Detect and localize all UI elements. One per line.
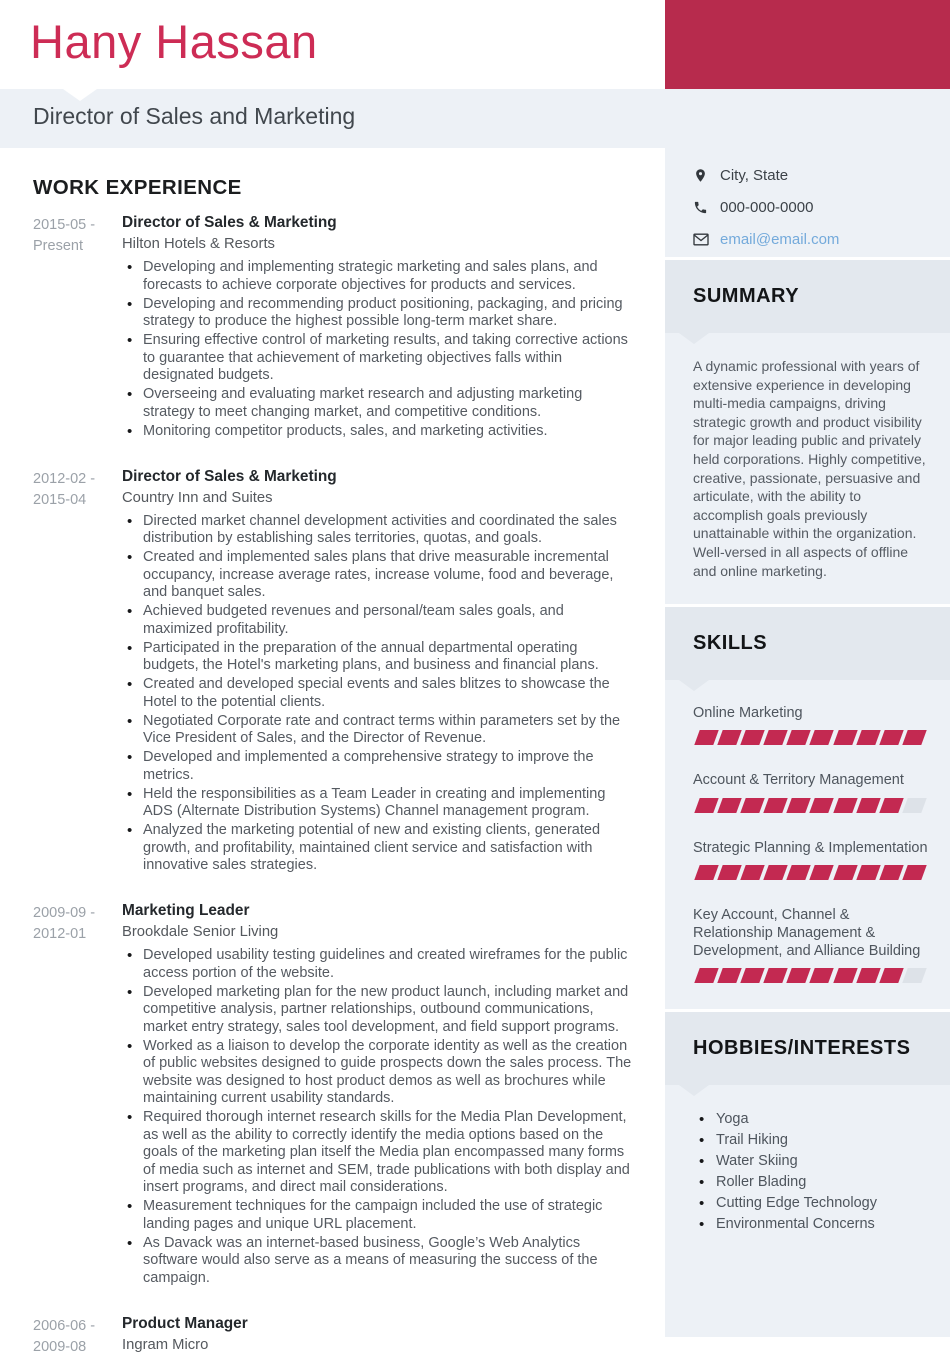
job-date-start: 2009-09 - <box>33 905 96 921</box>
job-bullet: • Analyzed the marketing potential of new and existing clients, generated growth, and profitability, maintained client service and satisfaction with innovative sales strategies. <box>122 822 635 875</box>
skill-item <box>693 839 928 880</box>
person-name: Hany Hassan <box>30 15 318 68</box>
skill-bar-segment <box>902 798 926 813</box>
skill-bar-segment <box>764 865 788 880</box>
job-date-end: 2015-04 <box>33 491 87 508</box>
skill-bar-segment <box>856 968 880 983</box>
job-company: Country Inn and Suites <box>122 489 273 506</box>
header <box>0 0 950 89</box>
job-date-start: 2006-06 - <box>33 1317 96 1334</box>
hobbies-body <box>665 1085 950 1337</box>
skill-bar-segment <box>833 865 857 880</box>
job-bullet: • Created and developed special events and sales blitzes to showcase the Hotel to the potential clients. <box>122 676 635 711</box>
hobby-item: • Cutting Edge Technology <box>693 1193 928 1214</box>
hobby-item: • Environmental Concerns <box>693 1214 928 1235</box>
contact-phone: 000-000-0000 <box>720 198 814 216</box>
skill-bar-segment <box>694 730 718 745</box>
job-entry <box>33 902 635 1289</box>
job-bullet: • Required thorough internet research skills for the Media Plan Development, as well as the ability to correctly identify the media options based on the goals of the marketing plan itself the Media plan encompassed many forms of media such as internet and SEM, trade publications with both display and insert programs, and direct mail considerations. <box>122 1109 635 1197</box>
job-entry <box>33 214 635 442</box>
skill-bar-segment <box>717 865 741 880</box>
job-bullet: • Developed and implemented a comprehensive strategy to improve the metrics. <box>122 749 635 784</box>
skill-label: Account & Territory Management <box>693 772 904 789</box>
job-title: Director of Sales & Marketing <box>122 214 337 231</box>
skill-bar-segment <box>879 865 903 880</box>
job-bullet-list <box>122 513 635 875</box>
skill-bar-segment <box>787 968 811 983</box>
skill-item <box>693 704 928 745</box>
job-bullet-list <box>122 259 635 440</box>
skill-bar-segment <box>810 798 834 813</box>
job-bullet: • Held the responsibilities as a Team Leader in creating and implementing ADS (Alternate Distribution Systems) Channel management program. <box>122 786 635 821</box>
skill-bar-segment <box>902 865 926 880</box>
skill-bar-segment <box>764 730 788 745</box>
skill-bar-segment <box>787 865 811 880</box>
main-column <box>0 148 665 1355</box>
summary-text: A dynamic professional with years of extensive experience in developing multi-media campaigns, driving strategic growth and product visibility for major leading public and privately held corporations. Highly competitive, creative, passionate, persuasive and articulate, with the ability to accomplish goals previously unattainable within the organization. Well-versed in all aspects of offline and online marketing. <box>693 358 926 579</box>
job-bullet: • Participated in the preparation of the annual departmental operating budgets, the Hotel's marketing plans, and business and financial plans. <box>122 640 635 675</box>
skill-bar-segment <box>879 968 903 983</box>
email-envelope-icon <box>693 233 710 246</box>
contact-email-row <box>693 223 950 255</box>
job-bullet: • Achieved budgeted revenues and personal/team sales goals, and maximized profitability. <box>122 603 635 638</box>
skill-bar-segment <box>717 730 741 745</box>
job-bullet-list <box>122 947 635 1287</box>
content-columns <box>0 148 950 1355</box>
job-title: Marketing Leader <box>122 902 250 919</box>
skill-level-bar <box>697 968 928 983</box>
hobby-item: • Water Skiing <box>693 1151 928 1172</box>
contact-location: City, State <box>720 166 789 184</box>
skill-bar-segment <box>694 865 718 880</box>
hobbies-heading: HOBBIES/INTERESTS <box>693 1037 911 1060</box>
skill-bar-segment <box>833 798 857 813</box>
hobbies-header-band <box>665 1012 950 1085</box>
skill-level-bar <box>697 865 928 880</box>
job-bullet: • Developing and implementing strategic marketing and sales plans, and forecasts to achieve corporate objectives for products and services. <box>122 259 635 294</box>
contact-card <box>665 148 950 257</box>
job-bullet: • Monitoring competitor products, sales, and marketing activities. <box>122 423 635 441</box>
job-bullet: • Directed market channel development activities and coordinated the sales distribution by establishing sales territories, quotas, and goals. <box>122 513 635 548</box>
job-entry <box>33 1315 635 1360</box>
job-bullet: • Worked as a liaison to develop the corporate identity as well as the creation of public websites designed to guide prospects down the sales process. The website was designed to host product demos as well as brochures while maintaining current usability standards. <box>122 1038 635 1108</box>
job-body <box>122 1315 635 1360</box>
job-company: Brookdale Senior Living <box>122 924 279 940</box>
hobby-list <box>693 1109 928 1235</box>
skill-bar-segment <box>833 730 857 745</box>
phone-icon <box>693 200 710 215</box>
skill-bar-segment <box>740 865 764 880</box>
skill-label: Key Account, Channel & Relationship Management & Development, and Alliance Building <box>693 906 921 959</box>
job-title: Director of Sales & Marketing <box>122 467 337 485</box>
skill-bar-segment <box>694 798 718 813</box>
header-notch <box>63 89 97 101</box>
job-bullet: • Negotiated Corporate rate and contract terms within parameters set by the Vice President of Sales, and the Director of Revenue. <box>122 713 635 748</box>
job-bullet: • Overseeing and evaluating market research and adjusting marketing strategy to meet changing market, and competitive conditions. <box>122 386 635 421</box>
summary-body <box>665 333 950 604</box>
job-bullet: • Developed usability testing guidelines and created wireframes for the public access portion of the website. <box>122 947 635 982</box>
accent-block <box>665 0 950 89</box>
skill-bar-segment <box>810 968 834 983</box>
job-date-end: Present <box>33 238 83 255</box>
job-date-end: 2012-01 <box>33 926 87 943</box>
skill-bar-segment <box>856 865 880 880</box>
skill-level-bar <box>697 798 928 813</box>
job-date-start: 2015-05 - <box>33 217 96 233</box>
skill-bar-segment <box>879 798 903 813</box>
summary-heading: SUMMARY <box>693 285 800 307</box>
skill-bar-segment <box>764 968 788 983</box>
job-body <box>122 214 635 442</box>
job-body <box>122 902 635 1289</box>
hobby-item: • Yoga <box>693 1109 928 1130</box>
job-dates <box>33 214 122 442</box>
skill-bar-segment <box>856 798 880 813</box>
job-dates <box>33 1315 122 1360</box>
skills-heading: SKILLS <box>693 632 768 655</box>
skill-bar-segment <box>740 730 764 745</box>
contact-location-row <box>693 159 950 191</box>
skills-header-band <box>665 607 950 680</box>
skill-bar-segment <box>902 968 926 983</box>
job-bullet: • Measurement techniques for the campaign included the use of strategic landing pages and unique URL placement. <box>122 1198 635 1233</box>
job-company: Hilton Hotels & Resorts <box>122 236 275 252</box>
job-date-start: 2012-02 - <box>33 470 96 487</box>
skill-bar-segment <box>740 798 764 813</box>
job-bullet: • As Davack was an internet-based business, Google’s Web Analytics software would also serve as a means of measuring the success of the campaign. <box>122 1235 635 1288</box>
skill-bar-segment <box>740 968 764 983</box>
skill-bar-segment <box>787 798 811 813</box>
skill-bar-segment <box>717 968 741 983</box>
skill-label: Strategic Planning & Implementation <box>693 839 928 856</box>
skill-bar-segment <box>810 730 834 745</box>
job-bullet: • Ensuring effective control of marketing results, and taking corrective actions to guarantee that achievement of marketing objectives falls within designated budgets. <box>122 332 635 385</box>
contact-email-link[interactable]: email@email.com <box>720 230 840 248</box>
hobby-item: • Trail Hiking <box>693 1130 928 1151</box>
job-bullet: • Developed marketing plan for the new product launch, including market and competitive analysis, partner relationships, outbound communications, market entry strategy, sales tool development, and field support programs. <box>122 984 635 1037</box>
work-experience-heading: WORK EXPERIENCE <box>33 176 242 199</box>
skill-bar-segment <box>856 730 880 745</box>
skill-bar-segment <box>833 968 857 983</box>
skills-body <box>665 680 950 1009</box>
summary-header-band <box>665 260 950 333</box>
job-dates <box>33 468 122 877</box>
job-company: Ingram Micro <box>122 1336 209 1353</box>
skill-bar-segment <box>764 798 788 813</box>
skill-label: Online Marketing <box>693 705 803 722</box>
sidebar <box>665 148 950 1340</box>
job-bullet: • Created and implemented sales plans that drive measurable incremental occupancy, increase average rates, increase volume, food and beverage, and banquet sales. <box>122 549 635 602</box>
job-entry <box>33 468 635 877</box>
job-dates <box>33 902 122 1289</box>
skill-bar-segment <box>810 865 834 880</box>
person-job-title: Director of Sales and Marketing <box>33 103 356 129</box>
job-body <box>122 468 635 877</box>
job-title-band <box>0 89 950 148</box>
skill-bar-segment <box>694 968 718 983</box>
skill-bar-segment <box>787 730 811 745</box>
skill-item <box>693 771 928 812</box>
skill-level-bar <box>697 730 928 745</box>
job-date-end: 2009-08 <box>33 1338 87 1355</box>
contact-phone-row <box>693 191 950 223</box>
skill-bar-segment <box>902 730 926 745</box>
skill-bar-segment <box>879 730 903 745</box>
hobby-item: • Roller Blading <box>693 1172 928 1193</box>
job-title: Product Manager <box>122 1314 248 1332</box>
skill-bar-segment <box>717 798 741 813</box>
skill-item <box>693 906 928 983</box>
location-pin-icon <box>693 167 710 184</box>
job-bullet: • Developing and recommending product positioning, packaging, and pricing strategy to produce the highest possible long-term market share. <box>122 296 635 331</box>
